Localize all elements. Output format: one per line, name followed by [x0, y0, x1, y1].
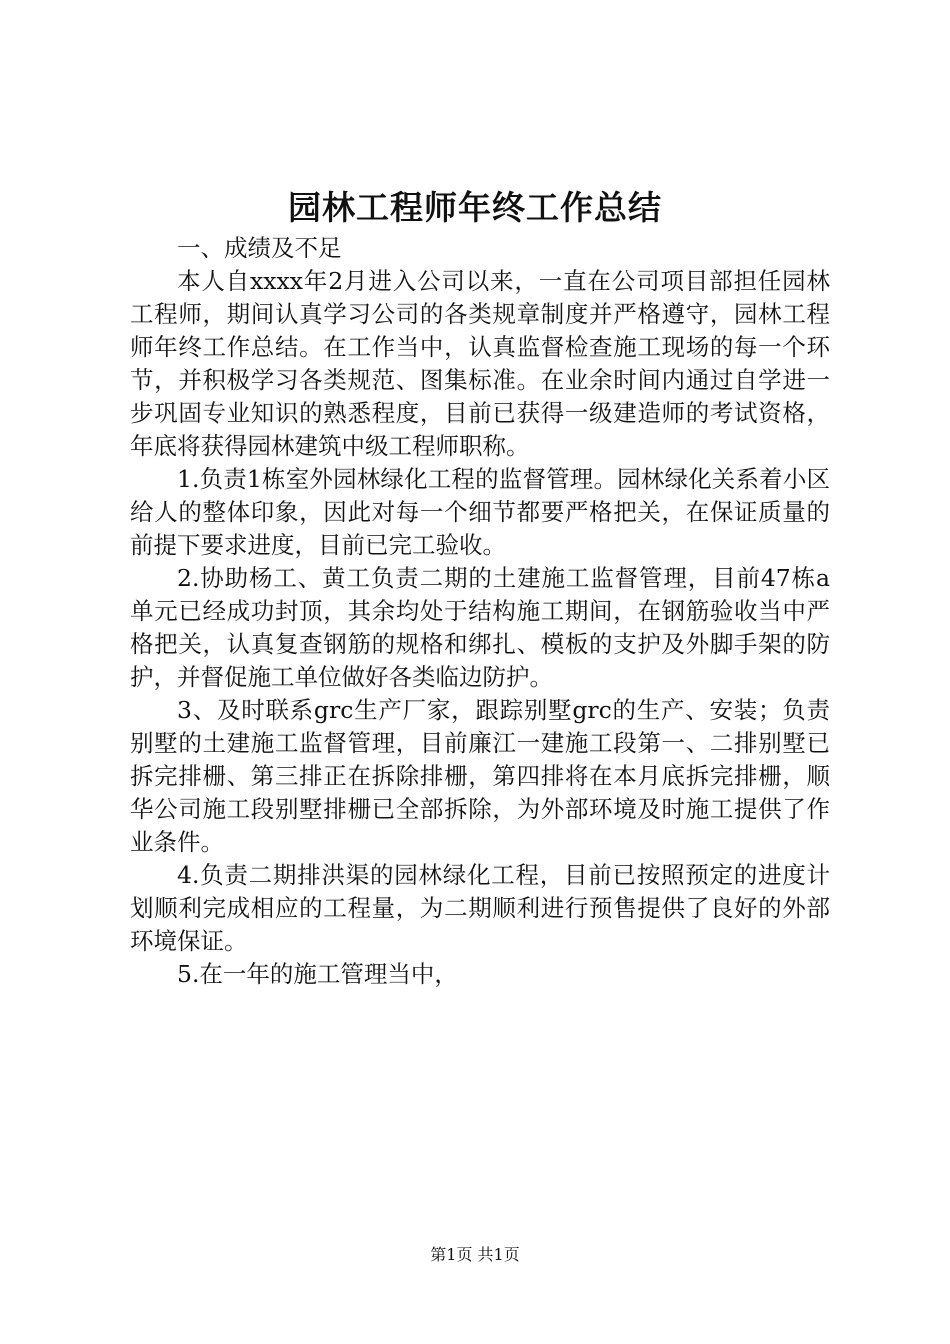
page-number-footer: 第1页 共1页 [430, 1245, 520, 1264]
paragraph-item-5: 5.在一年的施工管理当中， [177, 960, 458, 988]
document-body [130, 232, 830, 991]
paragraph-item-3: 3、及时联系grc生产厂家，跟踪别墅grc的生产、安装；负责别墅的土建施工监督管理，目前廉江一建施工段第一、二排别墅已拆完排栅、第三排正在拆除排栅，第四排将在本月底拆完排栅，顺华公司施工段别墅排栅已全部拆除，为外部环境及时施工提供了作业条件。 [130, 696, 830, 856]
paragraph-item-4: 4.负责二期排洪渠的园林绿化工程，目前已按照预定的进度计划顺利完成相应的工程量，为二期顺利进行预售提供了良好的外部环境保证。 [130, 861, 830, 955]
paragraph-item-2: 2.协助杨工、黄工负责二期的土建施工监督管理，目前47栋a单元已经成功封顶，其余均处于结构施工期间，在钢筋验收当中严格把关，认真复查钢筋的规格和绑扎、模板的支护及外脚手架的防护，并督促施工单位做好各类临边防护。 [130, 564, 830, 691]
paragraph-intro: 本人自xxxx年2月进入公司以来，一直在公司项目部担任园林工程师，期间认真学习公司的各类规章制度并严格遵守，园林工程师年终工作总结。在工作当中，认真监督检查施工现场的每一个环节，并积极学习各类规范、图集标准。在业余时间内通过自学进一步巩固专业知识的熟悉程度，目前已获得一级建造师的考试资格，年底将获得园林建筑中级工程师职称。 [130, 267, 830, 460]
document-title: 园林工程师年终工作总结 [288, 188, 662, 227]
section-heading: 一、成绩及不足 [177, 234, 342, 262]
paragraph-item-1: 1.负责1栋室外园林绿化工程的监督管理。园林绿化关系着小区给人的整体印象，因此对每一个细节都要严格把关，在保证质量的前提下要求进度，目前已完工验收。 [130, 465, 830, 559]
